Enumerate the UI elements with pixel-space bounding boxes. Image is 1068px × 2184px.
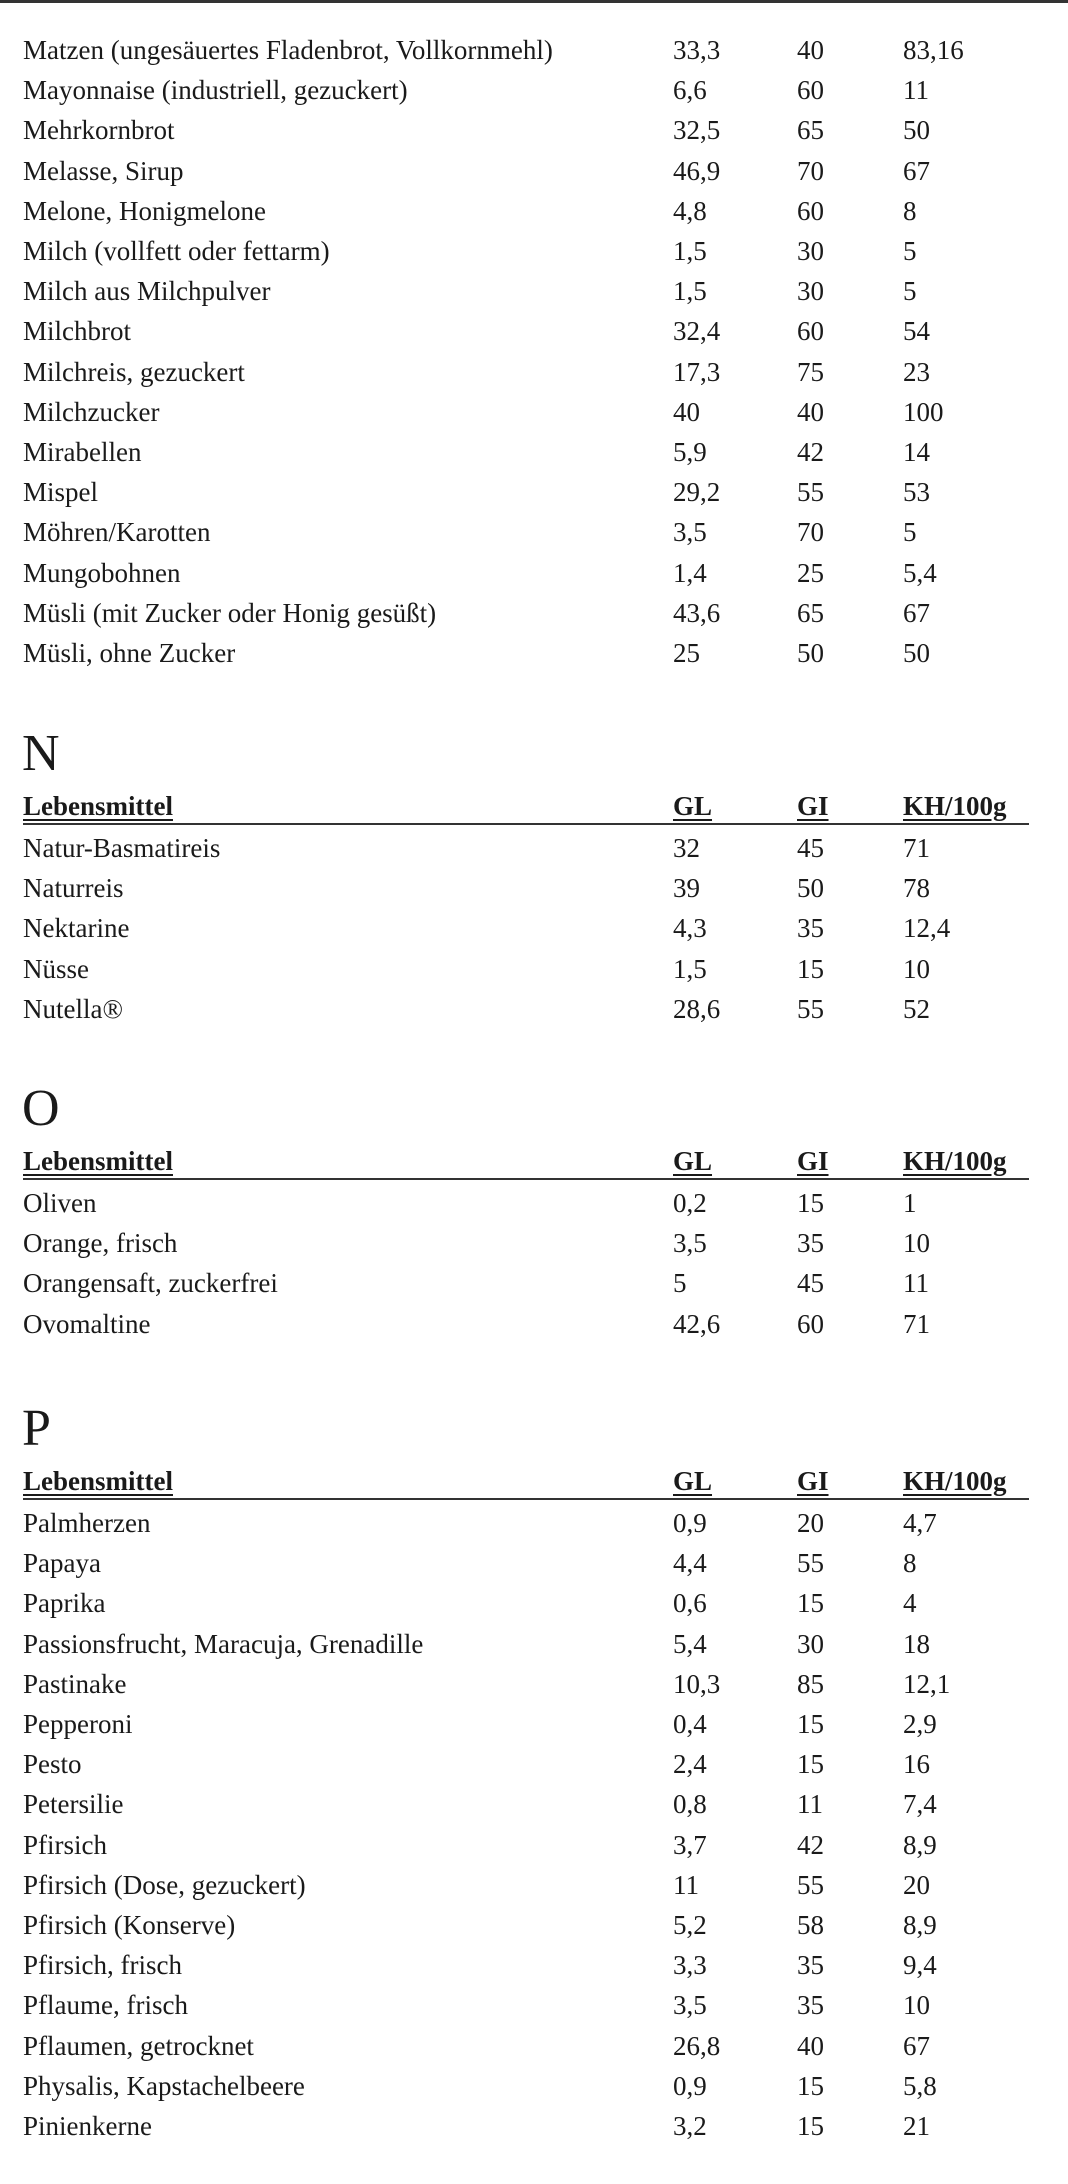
- gi-value: 60: [797, 1308, 824, 1339]
- gi-value: 30: [797, 276, 824, 307]
- header-kh: KH/100g: [903, 791, 1007, 821]
- kh-value: 18: [903, 1628, 930, 1659]
- gl-value: 11: [673, 1869, 699, 1900]
- gi-value: 65: [797, 115, 824, 146]
- header-gi: GI: [797, 791, 829, 821]
- gi-value: 35: [797, 1228, 824, 1259]
- header-lebensmittel: Lebensmittel: [23, 791, 173, 821]
- gl-value: 0,9: [673, 1508, 707, 1538]
- table-row: [0, 1543, 1068, 1583]
- food-name: Milchbrot: [23, 316, 131, 347]
- table-row: [0, 633, 1068, 673]
- food-name: Ovomaltine: [23, 1308, 151, 1339]
- gl-value: 5,9: [673, 437, 707, 467]
- table-row: [0, 908, 1068, 948]
- food-name: Nektarine: [23, 913, 130, 944]
- table-row: [0, 949, 1068, 989]
- gi-value: 60: [797, 195, 824, 226]
- food-name: Mungobohnen: [23, 557, 181, 588]
- table-row: [0, 1744, 1068, 1784]
- table-row: [0, 2066, 1068, 2106]
- kh-value: 71: [903, 1308, 930, 1339]
- table-row: [0, 2106, 1068, 2146]
- table-row: [0, 2026, 1068, 2066]
- kh-value: 71: [903, 833, 930, 863]
- gl-value: 3,3: [673, 1950, 707, 1981]
- kh-value: 5,4: [903, 557, 937, 588]
- section-letter-n: N: [22, 725, 60, 782]
- gl-value: 32,5: [673, 115, 721, 146]
- gl-value: 0,6: [673, 1588, 707, 1619]
- food-name: Orangensaft, zuckerfrei: [23, 1268, 278, 1299]
- section-letter-p: P: [22, 1400, 51, 1457]
- food-name: Pfirsich, frisch: [23, 1950, 182, 1981]
- table-row: [0, 989, 1068, 1029]
- kh-value: 67: [903, 2030, 930, 2061]
- gl-value: 5,4: [673, 1628, 707, 1659]
- kh-value: 4,7: [903, 1508, 937, 1538]
- food-name: Milchzucker: [23, 396, 160, 427]
- table-row: [0, 1583, 1068, 1623]
- gi-value: 45: [797, 833, 824, 863]
- table-row: [0, 512, 1068, 552]
- gi-value: 15: [797, 1749, 824, 1780]
- gi-value: 35: [797, 913, 824, 944]
- gl-value: 1,5: [673, 953, 707, 984]
- food-name: Pfirsich (Dose, gezuckert): [23, 1869, 306, 1900]
- table-row: [0, 70, 1068, 110]
- kh-value: 5: [903, 236, 917, 266]
- table-row: [0, 1825, 1068, 1865]
- food-name: Müsli (mit Zucker oder Honig gesüßt): [23, 597, 437, 628]
- gl-value: 5,2: [673, 1910, 707, 1940]
- kh-value: 21: [903, 2111, 930, 2141]
- gi-value: 35: [797, 1950, 824, 1981]
- header-gi: GI: [797, 1146, 829, 1176]
- food-name: Melone, Honigmelone: [23, 195, 266, 226]
- table-row: [0, 151, 1068, 191]
- header-rule: [23, 1498, 1029, 1500]
- gl-value: 3,7: [673, 1829, 707, 1860]
- kh-value: 16: [903, 1749, 930, 1780]
- gi-value: 42: [797, 437, 824, 467]
- header-gl: GL: [673, 791, 713, 821]
- kh-value: 67: [903, 155, 930, 186]
- kh-value: 20: [903, 1869, 930, 1900]
- gl-value: 0,8: [673, 1789, 707, 1820]
- food-name: Müsli, ohne Zucker: [23, 638, 236, 668]
- gl-value: 29,2: [673, 477, 721, 508]
- gl-value: 32,4: [673, 316, 721, 347]
- gl-value: 26,8: [673, 2030, 721, 2061]
- food-name: Papaya: [23, 1548, 101, 1579]
- gl-value: 4,3: [673, 913, 707, 944]
- kh-value: 67: [903, 597, 930, 628]
- table-row: [0, 1945, 1068, 1985]
- food-name: Pflaume, frisch: [23, 1990, 188, 2021]
- food-name: Matzen (ungesäuertes Fladenbrot, Vollkornmehl): [23, 35, 553, 65]
- gi-value: 55: [797, 1869, 824, 1900]
- table-row: [0, 472, 1068, 512]
- header-gl: GL: [673, 1466, 713, 1496]
- table-row: [0, 1985, 1068, 2025]
- gl-value: 5: [673, 1268, 687, 1299]
- kh-value: 7,4: [903, 1789, 937, 1820]
- gl-value: 3,5: [673, 1990, 707, 2021]
- table-row: [0, 1624, 1068, 1664]
- food-name: Palmherzen: [23, 1508, 151, 1538]
- gi-value: 60: [797, 75, 824, 106]
- food-name: Physalis, Kapstachelbeere: [23, 2070, 305, 2101]
- kh-value: 12,4: [903, 913, 951, 944]
- table-row: [0, 432, 1068, 472]
- gl-value: 32: [673, 833, 700, 863]
- table-row: [0, 1503, 1068, 1543]
- food-name: Mirabellen: [23, 437, 142, 467]
- food-name: Passionsfrucht, Maracuja, Grenadille: [23, 1628, 424, 1659]
- kh-value: 8,9: [903, 1829, 937, 1860]
- gi-value: 35: [797, 1990, 824, 2021]
- kh-value: 12,1: [903, 1668, 951, 1699]
- kh-value: 78: [903, 873, 930, 904]
- food-name: Petersilie: [23, 1789, 124, 1820]
- kh-value: 10: [903, 1990, 930, 2021]
- kh-value: 8,9: [903, 1910, 937, 1940]
- gl-value: 0,9: [673, 2070, 707, 2101]
- food-name: Paprika: [23, 1588, 106, 1619]
- food-name: Milch aus Milchpulver: [23, 276, 271, 307]
- food-name: Natur-Basmatireis: [23, 833, 221, 863]
- gl-value: 17,3: [673, 356, 721, 387]
- header-kh: KH/100g: [903, 1146, 1007, 1176]
- table-row: [0, 1223, 1068, 1263]
- kh-value: 50: [903, 638, 930, 668]
- gi-value: 20: [797, 1508, 824, 1538]
- food-name: Möhren/Karotten: [23, 517, 211, 548]
- gl-value: 33,3: [673, 35, 721, 65]
- table-row: [0, 1704, 1068, 1744]
- table-row: [0, 110, 1068, 150]
- gl-value: 1,4: [673, 557, 707, 588]
- food-name: Pesto: [23, 1749, 82, 1780]
- table-row: [0, 191, 1068, 231]
- table-row: [0, 231, 1068, 271]
- kh-value: 8: [903, 195, 917, 226]
- kh-value: 52: [903, 993, 930, 1024]
- gi-value: 40: [797, 2030, 824, 2061]
- gi-value: 15: [797, 1709, 824, 1739]
- gl-value: 6,6: [673, 75, 707, 106]
- food-name: Orange, frisch: [23, 1228, 178, 1259]
- kh-value: 8: [903, 1548, 917, 1579]
- gi-value: 85: [797, 1668, 824, 1699]
- gl-value: 39: [673, 873, 700, 904]
- table-row: [0, 1905, 1068, 1945]
- header-lebensmittel: Lebensmittel: [23, 1466, 173, 1496]
- food-name: Milchreis, gezuckert: [23, 356, 245, 387]
- table-row: [0, 1263, 1068, 1303]
- gl-value: 43,6: [673, 597, 721, 628]
- food-name: Mayonnaise (industriell, gezuckert): [23, 75, 408, 106]
- table-row: [0, 352, 1068, 392]
- gl-value: 3,5: [673, 1228, 707, 1259]
- kh-value: 5: [903, 517, 917, 548]
- food-name: Pastinake: [23, 1668, 127, 1699]
- kh-value: 14: [903, 437, 930, 467]
- gl-value: 42,6: [673, 1308, 721, 1339]
- food-name: Pinienkerne: [23, 2111, 152, 2141]
- gi-value: 11: [797, 1789, 823, 1820]
- food-name: Milch (vollfett oder fettarm): [23, 236, 330, 266]
- kh-value: 11: [903, 75, 929, 106]
- gi-value: 55: [797, 993, 824, 1024]
- table-row: [0, 828, 1068, 868]
- table-row: [0, 1664, 1068, 1704]
- gl-value: 4,4: [673, 1548, 707, 1579]
- food-name: Mehrkornbrot: [23, 115, 175, 146]
- header-rule: [23, 1178, 1029, 1180]
- gi-value: 42: [797, 1829, 824, 1860]
- gi-value: 70: [797, 155, 824, 186]
- kh-value: 100: [903, 396, 944, 427]
- gl-value: 1,5: [673, 236, 707, 266]
- food-name: Pfirsich (Konserve): [23, 1910, 236, 1940]
- food-name: Nutella®: [23, 993, 123, 1024]
- kh-value: 83,16: [903, 35, 964, 65]
- section-letter-o: O: [22, 1080, 60, 1137]
- gi-value: 15: [797, 1588, 824, 1619]
- kh-value: 23: [903, 356, 930, 387]
- table-row: [0, 30, 1068, 70]
- gl-value: 2,4: [673, 1749, 707, 1780]
- food-name: Melasse, Sirup: [23, 155, 184, 186]
- kh-value: 4: [903, 1588, 917, 1619]
- table-row: [0, 1183, 1068, 1223]
- kh-value: 10: [903, 953, 930, 984]
- table-row: [0, 311, 1068, 351]
- food-name: Oliven: [23, 1188, 97, 1218]
- kh-value: 10: [903, 1228, 930, 1259]
- header-lebensmittel: Lebensmittel: [23, 1146, 173, 1176]
- kh-value: 5,8: [903, 2070, 937, 2101]
- gl-value: 0,4: [673, 1709, 707, 1739]
- gi-value: 55: [797, 477, 824, 508]
- kh-value: 53: [903, 477, 930, 508]
- table-row: [0, 1865, 1068, 1905]
- gi-value: 60: [797, 316, 824, 347]
- gl-value: 0,2: [673, 1188, 707, 1218]
- gl-value: 28,6: [673, 993, 721, 1024]
- gl-value: 3,2: [673, 2111, 707, 2141]
- kh-value: 1: [903, 1188, 917, 1218]
- gi-value: 40: [797, 35, 824, 65]
- kh-value: 54: [903, 316, 930, 347]
- food-name: Pfirsich: [23, 1829, 107, 1860]
- gi-value: 15: [797, 2111, 824, 2141]
- table-row: [0, 1304, 1068, 1344]
- gi-value: 15: [797, 953, 824, 984]
- gi-value: 65: [797, 597, 824, 628]
- gl-value: 46,9: [673, 155, 721, 186]
- food-name: Pepperoni: [23, 1709, 133, 1739]
- gi-value: 40: [797, 396, 824, 427]
- gi-value: 58: [797, 1910, 824, 1940]
- food-name: Nüsse: [23, 953, 89, 984]
- gl-value: 25: [673, 638, 700, 668]
- food-name: Mispel: [23, 477, 99, 508]
- header-kh: KH/100g: [903, 1466, 1007, 1496]
- gi-value: 30: [797, 236, 824, 266]
- table-row: [0, 271, 1068, 311]
- gi-value: 70: [797, 517, 824, 548]
- table-row: [0, 593, 1068, 633]
- gi-value: 15: [797, 1188, 824, 1218]
- food-name: Naturreis: [23, 873, 124, 904]
- gl-value: 3,5: [673, 517, 707, 548]
- food-name: Pflaumen, getrocknet: [23, 2030, 254, 2061]
- kh-value: 50: [903, 115, 930, 146]
- table-row: [0, 1784, 1068, 1824]
- gl-value: 1,5: [673, 276, 707, 307]
- gi-value: 15: [797, 2070, 824, 2101]
- gi-value: 50: [797, 638, 824, 668]
- kh-value: 9,4: [903, 1950, 937, 1981]
- gi-value: 75: [797, 356, 824, 387]
- gi-value: 45: [797, 1268, 824, 1299]
- gl-value: 10,3: [673, 1668, 721, 1699]
- kh-value: 2,9: [903, 1709, 937, 1739]
- table-row: [0, 868, 1068, 908]
- table-header: [0, 1461, 1068, 1501]
- gi-value: 55: [797, 1548, 824, 1579]
- kh-value: 11: [903, 1268, 929, 1299]
- header-rule: [23, 823, 1029, 825]
- header-gi: GI: [797, 1466, 829, 1496]
- gi-value: 25: [797, 557, 824, 588]
- table-row: [0, 553, 1068, 593]
- table-row: [0, 392, 1068, 432]
- table-header: [0, 1141, 1068, 1181]
- gl-value: 4,8: [673, 195, 707, 226]
- table-header: [0, 786, 1068, 826]
- gl-value: 40: [673, 396, 700, 427]
- kh-value: 5: [903, 276, 917, 307]
- header-gl: GL: [673, 1146, 713, 1176]
- gi-value: 30: [797, 1628, 824, 1659]
- gi-value: 50: [797, 873, 824, 904]
